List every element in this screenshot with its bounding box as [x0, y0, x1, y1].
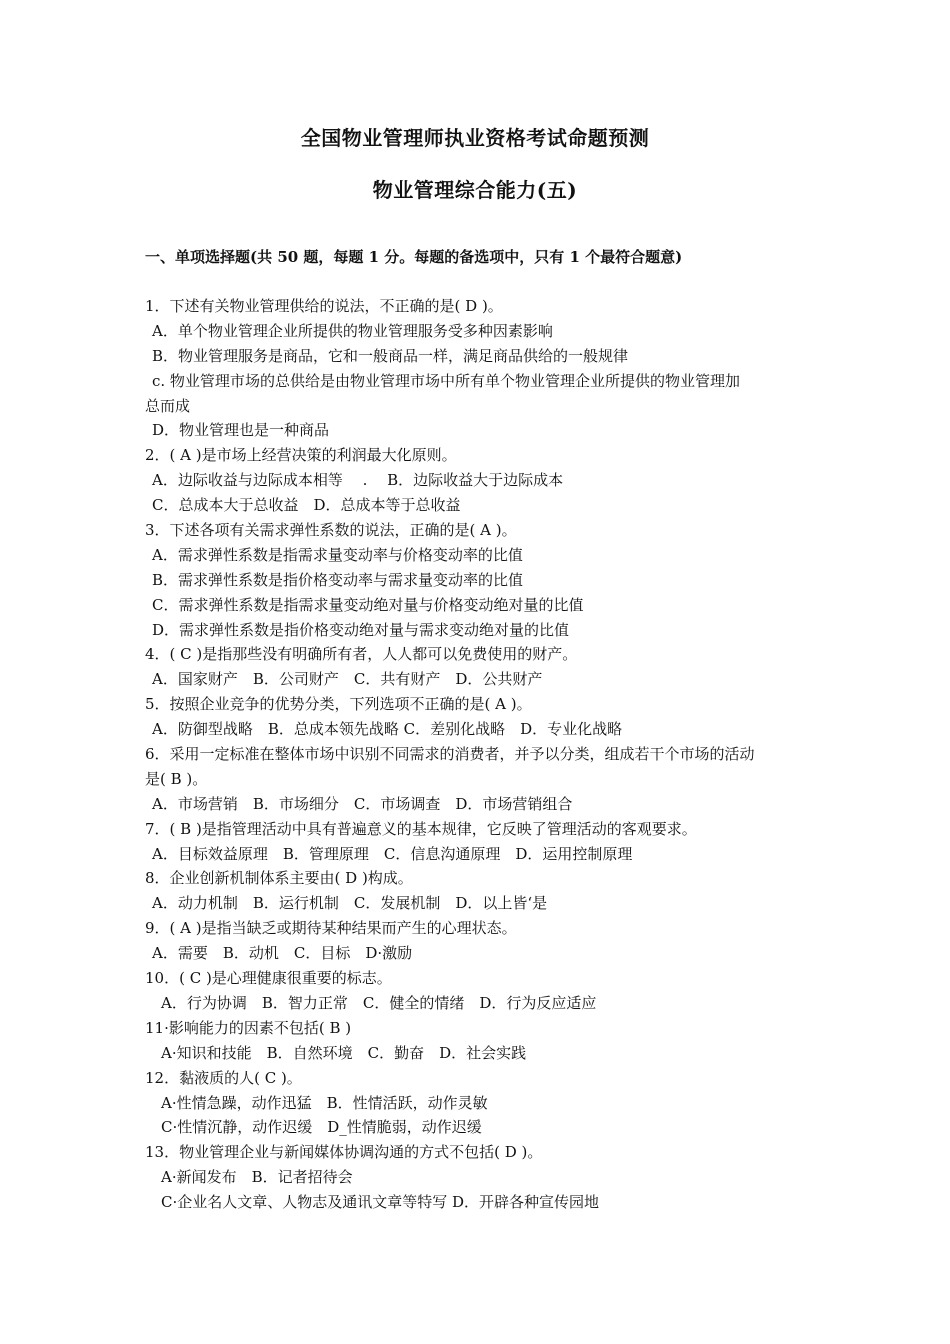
question-line: 11·影响能力的因素不包括( B ) [145, 1018, 352, 1037]
question-line: A·知识和技能 B．自然环境 C．勤奋 D．社会实践 [161, 1043, 527, 1062]
question-line: A．国家财产 B．公司财产 C．共有财产 D．公共财产 [152, 670, 543, 689]
question-line: 8．企业创新机制体系主要由( D )构成。 [145, 869, 413, 888]
question-line: A．市场营销 B．市场细分 C．市场调查 D．市场营销组合 [152, 794, 573, 813]
question-line: A．目标效益原理 B．管理原理 C．信息沟通原理 D．运用控制原理 [152, 844, 633, 863]
question-line: C·企业名人文章、人物志及通讯文章等特写 D．开辟各种宣传园地 [161, 1193, 600, 1212]
question-line: 10．( C )是心理健康很重要的标志。 [145, 969, 392, 988]
question-line: A．单个物业管理企业所提供的物业管理服务受多种因素影响 [152, 321, 553, 340]
question-line: 4．( C )是指那些没有明确所有者，人人都可以免费使用的财产。 [145, 645, 578, 664]
question-line: 2．( A )是市场上经营决策的利润最大化原则。 [145, 446, 457, 465]
page-subtitle: 物业管理综合能力(五) [372, 178, 578, 202]
question-line: C．总成本大于总收益 D．总成本等于总收益 [152, 496, 461, 515]
question-line: c. 物业管理市场的总供给是由物业管理市场中所有单个物业管理企业所提供的物业管理加 [152, 371, 740, 390]
question-line: A．需求弹性系数是指需求量变动率与价格变动率的比值 [152, 545, 523, 564]
question-line: A．防御型战略 B．总成本领先战略 C．差别化战略 D．专业化战略 [152, 720, 623, 739]
question-line: A．边际收益与边际成本相等 . B．边际收益大于边际成本 [152, 471, 564, 490]
question-line: C．需求弹性系数是指需求量变动绝对量与价格变动绝对量的比值 [152, 595, 584, 614]
question-line: B．需求弹性系数是指价格变动率与需求量变动率的比值 [152, 570, 524, 589]
question-line: 9．( A )是指当缺乏或期待某种结果而产生的心理状态。 [145, 919, 517, 938]
question-line: B．物业管理服务是商品，它和一般商品一样，满足商品供给的一般规律 [152, 346, 629, 365]
question-line: A·性情急躁，动作迅猛 B．性情活跃，动作灵敏 [161, 1093, 488, 1112]
question-line: 3．下述各项有关需求弹性系数的说法，正确的是( A )。 [145, 521, 517, 540]
question-line: 6．采用一定标准在整体市场中识别不同需求的消费者，并予以分类，组成若干个市场的活动 [145, 745, 755, 764]
question-line: A．需要 B．动机 C．目标 D·激励 [152, 944, 413, 963]
section-heading: 一、单项选择题(共 50 题，每题 1 分。每题的备选项中，只有 1 个最符合题意) [145, 248, 683, 266]
question-list [145, 294, 815, 1215]
question-line: 是( B )。 [145, 769, 208, 788]
question-line: D．需求弹性系数是指价格变动绝对量与需求变动绝对量的比值 [152, 620, 570, 639]
page-title: 全国物业管理师执业资格考试命题预测 [300, 126, 650, 150]
question-line: D．物业管理也是一种商品 [152, 421, 330, 440]
question-line: 13．物业管理企业与新闻媒体协调沟通的方式不包括( D )。 [145, 1143, 543, 1162]
question-line: C·性情沉静，动作迟缓 D_性情脆弱，动作迟缓 [161, 1118, 482, 1137]
question-line: A．动力机制 B．运行机制 C．发展机制 D．以上皆‘是 [152, 894, 548, 913]
question-line: 7．( B )是指管理活动中具有普遍意义的基本规律，它反映了管理活动的客观要求。 [145, 819, 697, 838]
question-line: A·新闻发布 B．记者招待会 [161, 1168, 353, 1187]
question-line: 总而成 [145, 396, 191, 415]
question-line: 12．黏液质的人( C )。 [145, 1068, 302, 1087]
question-line: 1．下述有关物业管理供给的说法，不正确的是( D )。 [145, 297, 503, 315]
question-line: 5．按照企业竞争的优势分类，下列选项不正确的是( A )。 [145, 695, 532, 714]
question-line: A．行为协调 B．智力正常 C．健全的情绪 D．行为反应适应 [161, 993, 597, 1012]
